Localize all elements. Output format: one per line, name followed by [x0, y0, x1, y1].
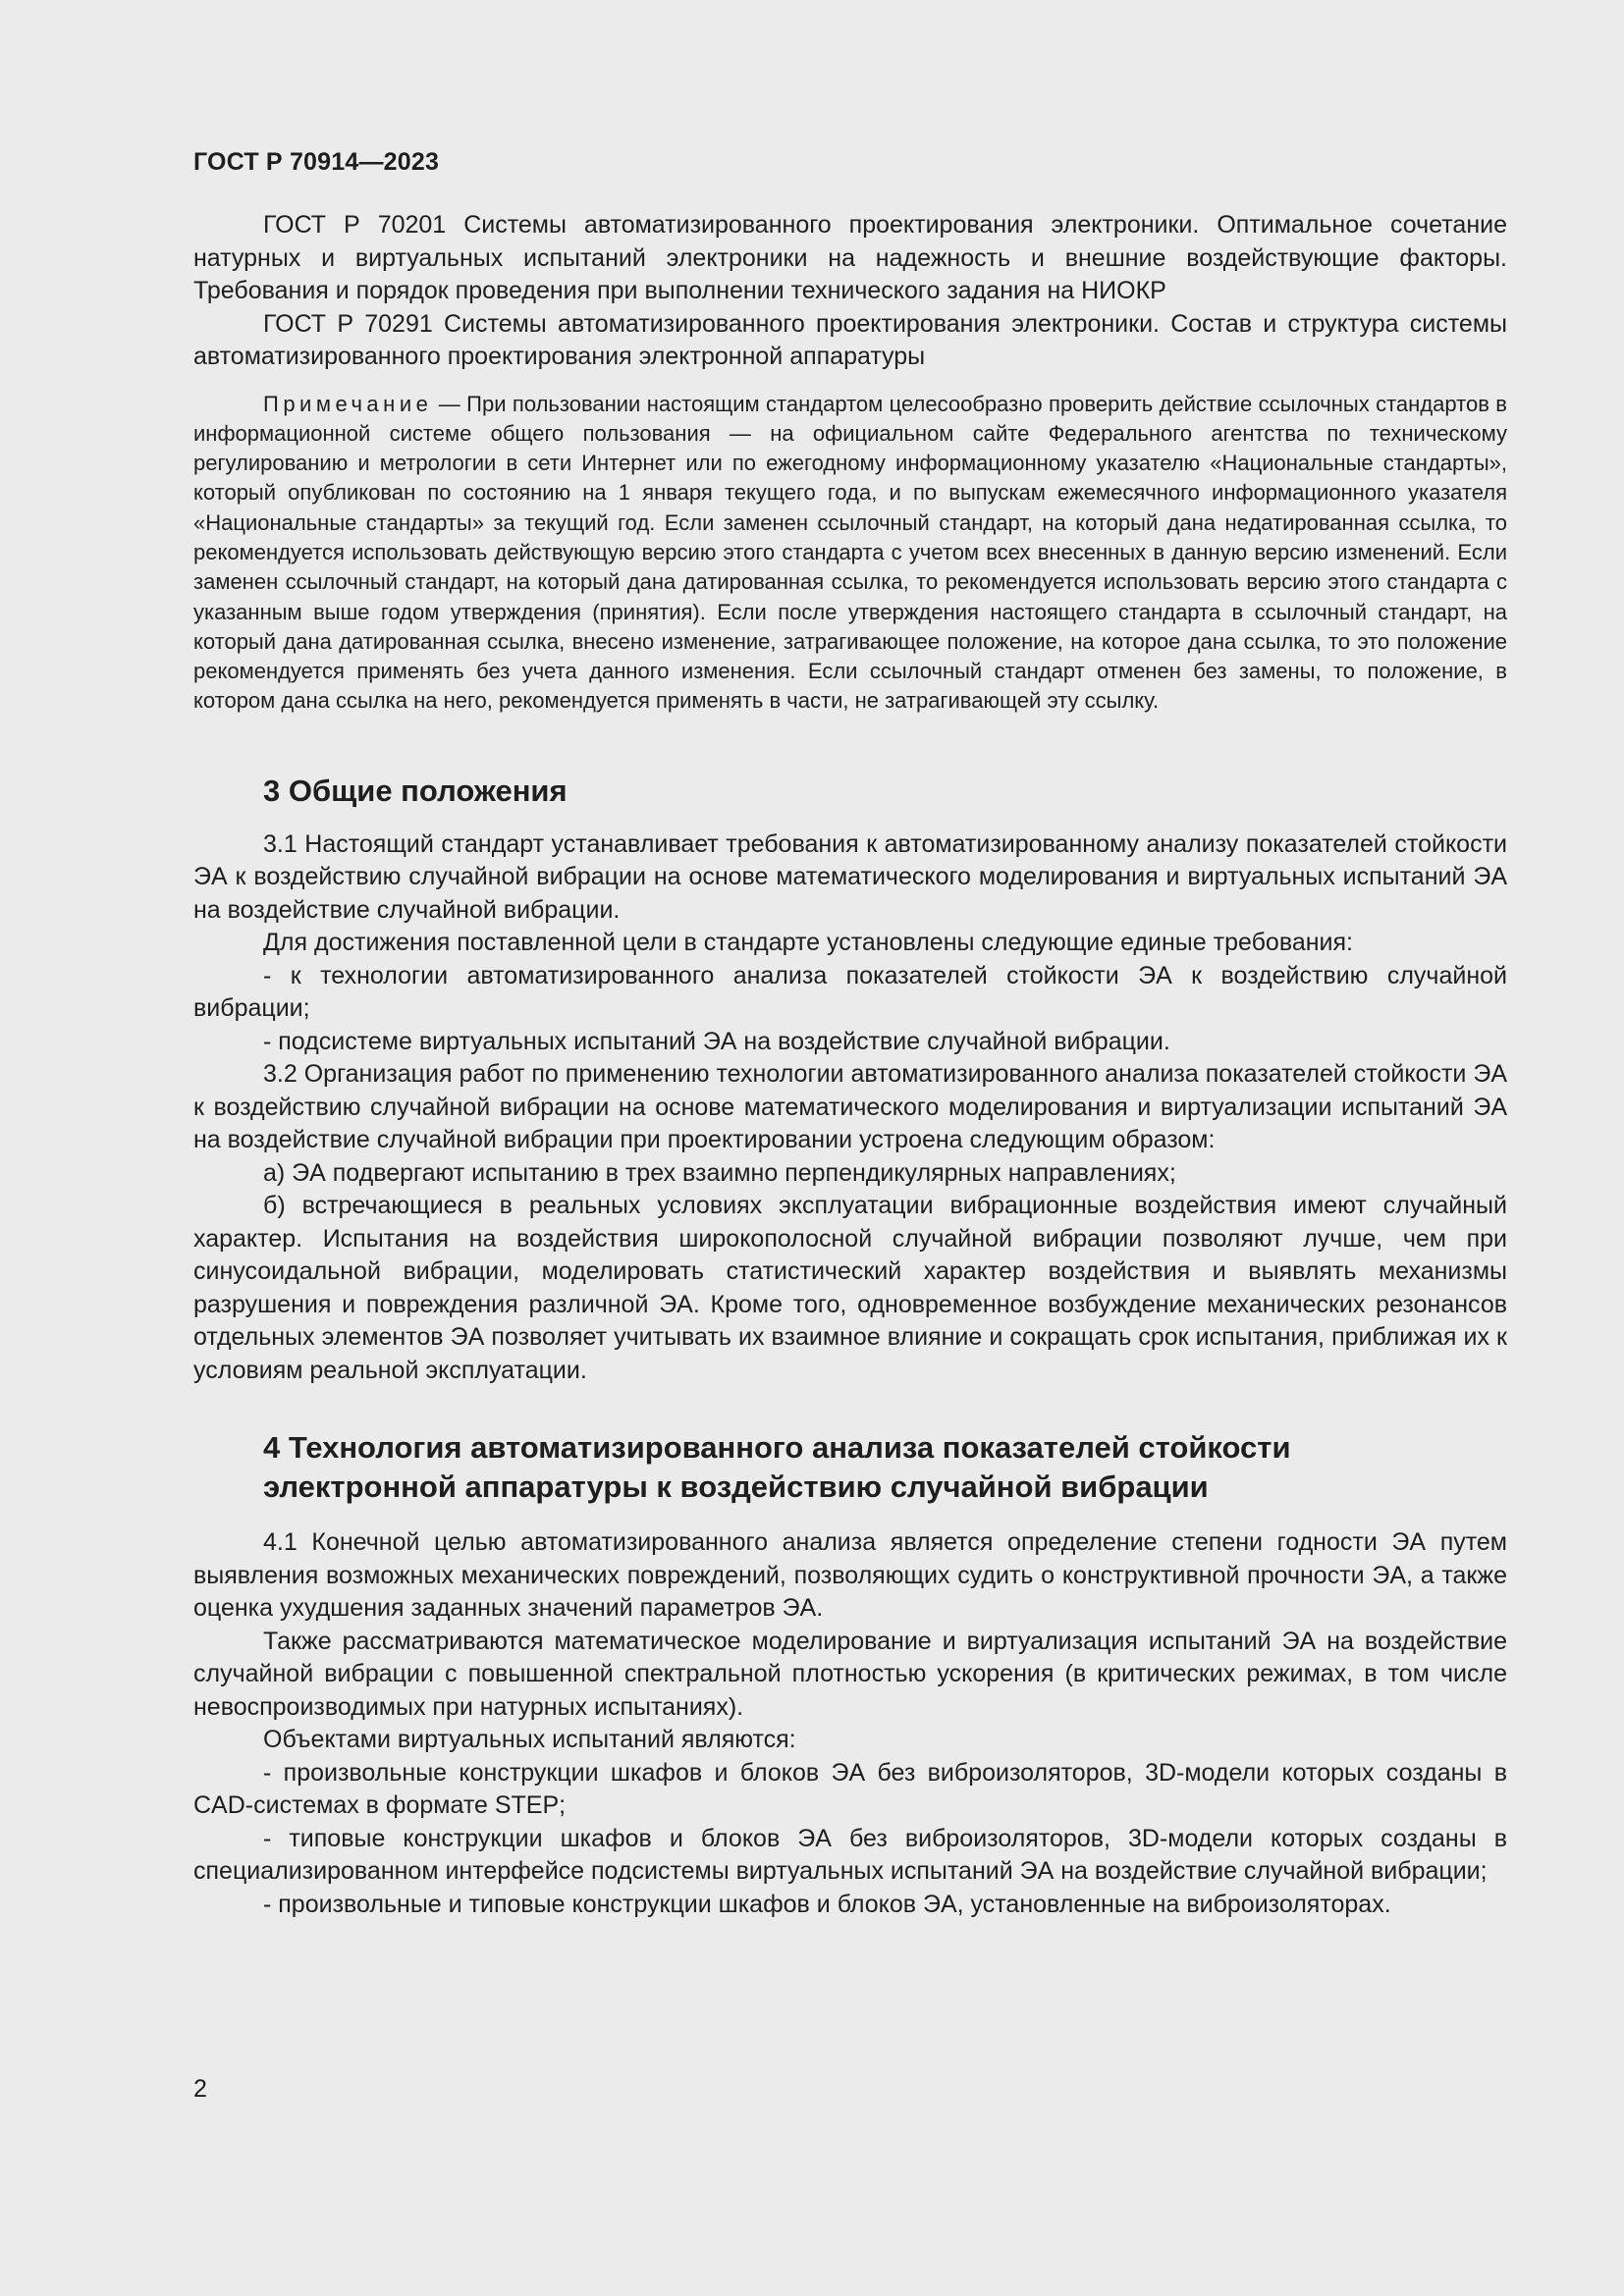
section-4-heading-line-2: электронной аппаратуры к воздействию случайной вибрации — [263, 1469, 1209, 1505]
paragraph-requirements-intro: Для достижения поставленной цели в стандарте установлены следующие единые требования: — [263, 929, 1353, 957]
section-3-heading: 3 Общие положения — [263, 773, 568, 808]
reference-gost-70201: ГОСТ Р 70201 Системы автоматизированного проектирования электроники. Оптимальное сочетание натурных и виртуальных испытаний электроники на надежность и внешние воздействующие факторы. Требования и порядок проведения при выполнении технического задания на НИОКР — [193, 211, 1507, 304]
section-4-heading — [193, 1428, 1507, 1507]
note-text: — При пользовании настоящим стандартом целесообразно проверить действие ссылочных стандартов в информационной системе общего пользования — на официальном сайте Федерального агентства по техническому регулированию и метрологии в сети Интернет или по ежегодному информационному указателю «Национальные стандарты», который опубликован по состоянию на 1 января текущего года, и по выпускам ежемесячного информационного указателя «Национальные стандарты» за текущий год. Если заменен ссылочный стандарт, на который дана недатированная ссылка, то рекомендуется использовать действующую версию этого стандарта с учетом всех внесенных в данную версию изменений. Если заменен ссылочный стандарт, на который дана датированная ссылка, то рекомендуется использовать версию этого стандарта с указанным выше годом утверждения (принятия). Если после утверждения настоящего стандарта в ссылочный стандарт, на который дана датированная ссылка, внесено изменение, затрагивающее положение, на которое дана ссылка, то это положение рекомендуется применять без учета данного изменения. Если ссылочный стандарт отменен без замены, то положение, в котором дана ссылка на него, рекомендуется применять в части, не затрагивающей эту ссылку. — [193, 391, 1507, 714]
reference-gost-70291: ГОСТ Р 70291 Системы автоматизированного проектирования электроники. Состав и структура системы автоматизированного проектирования электронной аппаратуры — [193, 309, 1507, 370]
paragraph-4-1: 4.1 Конечной целью автоматизированного анализа является определение степени годности ЭА путем выявления возможных механических повреждений, позволяющих судить о конструктивной прочности ЭА, а также оценка ухудшения заданных значений параметров ЭА. — [193, 1528, 1507, 1623]
page-number: 2 — [193, 2075, 207, 2103]
document-page — [193, 145, 1507, 1921]
note-label: Примечание — [263, 391, 433, 416]
paragraph-test-objects-intro: Объектами виртуальных испытаний являются: — [263, 1726, 796, 1754]
list-item-b: б) встречающиеся в реальных условиях эксплуатации вибрационные воздействия имеют случайный характер. Испытания на воздействия широкополосной случайной вибрации позволяют лучше, чем при синусоидальной вибрации, моделировать статистический характер воздействия и выявлять механизмы разрушения и повреждения различной ЭА. Кроме того, одновременное возбуждение механических резонансов отдельных элементов ЭА позволяет учитывать их взаимное влияние и сокращать срок испытания, приближая их к условиям реальной эксплуатации. — [193, 1192, 1507, 1384]
document-code-header: ГОСТ Р 70914—2023 — [193, 148, 440, 176]
paragraph-3-1: 3.1 Настоящий стандарт устанавливает требования к автоматизированному анализу показателей стойкости ЭА к воздействию случайной вибрации на основе математического моделирования и виртуальных испытаний ЭА на воздействие случайной вибрации. — [193, 829, 1507, 924]
list-item-arbitrary-constructions: - произвольные конструкции шкафов и блоков ЭА без виброизоляторов, 3D-модели которых созданы в CAD-системах в формате STEP; — [193, 1758, 1507, 1820]
list-item-technology: - к технологии автоматизированного анализа показателей стойкости ЭА к воздействию случайной вибрации; — [193, 961, 1507, 1023]
paragraph-math-modeling: Также рассматриваются математическое моделирование и виртуализация испытаний ЭА на воздействие случайной вибрации с повышенной спектральной плотностью ускорения (в критических режимах, в том числе невоспроизводимых при натурных испытаниях). — [193, 1627, 1507, 1721]
section-4-heading-line-1: 4 Технология автоматизированного анализа показателей стойкости — [263, 1430, 1291, 1466]
paragraph-3-2: 3.2 Организация работ по применению технологии автоматизированного анализа показателей стойкости ЭА к воздействию случайной вибрации на основе математического моделирования и виртуализации испытаний ЭА на воздействие случайной вибрации при проектировании устроена следующим образом: — [193, 1060, 1507, 1154]
list-item-typical-constructions: - типовые конструкции шкафов и блоков ЭА без виброизоляторов, 3D-модели которых созданы в специализированном интерфейсе подсистемы виртуальных испытаний ЭА на воздействие случайной вибрации; — [193, 1824, 1507, 1886]
list-item-a: а) ЭА подвергают испытанию в трех взаимно перпендикулярных направлениях; — [263, 1158, 1176, 1187]
note-paragraph — [193, 390, 1507, 717]
list-item-vibration-isolators: - произвольные и типовые конструкции шкафов и блоков ЭА, установленные на виброизоляторах. — [263, 1890, 1391, 1918]
list-item-subsystem: - подсистеме виртуальных испытаний ЭА на воздействие случайной вибрации. — [263, 1027, 1170, 1055]
